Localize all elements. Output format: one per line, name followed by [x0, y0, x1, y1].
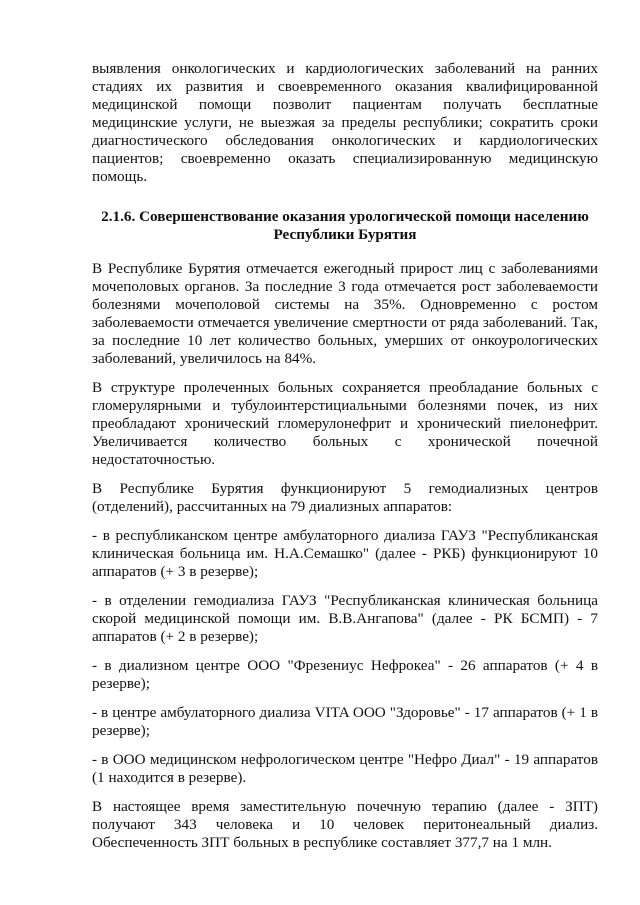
list-item: - в центре амбулаторного диализа VITA ООО "Здоровье" - 17 аппаратов (+ 1 в резерве); — [92, 704, 598, 739]
list-item: - в республиканском центре амбулаторного диализа ГАУЗ "Республиканская клиническая больница им. Н.А.Семашко" (далее - РКБ) функционируют 10 аппаратов (+ 3 в резерве); — [92, 527, 598, 580]
list-item: - в диализном центре ООО "Фрезениус Нефрокеа" - 26 аппаратов (+ 4 в резерве); — [92, 657, 598, 692]
list-item: - в ООО медицинском нефрологическом центре "Нефро Диал" - 19 аппаратов (1 находится в резерве). — [92, 751, 598, 786]
paragraph: В Республике Бурятия отмечается ежегодный прирост лиц с заболеваниями мочеполовых органов. За последние 3 года отмечается рост заболеваемости болезнями мочеполовой системы на 35%. Одновременно с ростом заболеваемости отмечается увеличение смертности от ряда заболеваний. Так, за последние 10 лет количество больных, умерших от онкоурологических заболеваний, увеличилось на 84%. — [92, 260, 598, 367]
list-item: - в отделении гемодиализа ГАУЗ "Республиканская клиническая больница скорой медицинской помощи им. В.В.Ангапова" (далее - РК БСМП) - 7 аппаратов (+ 2 в резерве); — [92, 592, 598, 645]
section-heading: 2.1.6. Совершенствование оказания урологической помощи населению Республики Бурятия — [101, 208, 589, 243]
paragraph: В Республике Бурятия функционируют 5 гемодиализных центров (отделений), рассчитанных на 79 диализных аппаратов: — [92, 480, 598, 515]
paragraph: В структуре пролеченных больных сохраняется преобладание больных с гломерулярными и тубулоинтерстициальными болезнями почек, из них преобладают хронический гломерулонефрит и хронический пиелонефрит. Увеличивается количество больных с хронической почечной недостаточностью. — [92, 379, 598, 468]
paragraph-intro: выявления онкологических и кардиологических заболеваний на ранних стадиях их развития и своевременного оказания квалифицированной медицинской помощи позволит пациентам получать бесплатные медицинские услуги, не выезжая за пределы республики; сократить сроки диагностического обследования онкологических и кардиологических пациентов; своевременно оказать специализированную медицинскую помощь. — [92, 60, 598, 185]
document-page — [92, 60, 598, 863]
paragraph: В настоящее время заместительную почечную терапию (далее - ЗПТ) получают 343 человека и 10 человек перитонеальный диализ. Обеспеченность ЗПТ больных в республике составляет 377,7 на 1 млн. — [92, 798, 598, 851]
